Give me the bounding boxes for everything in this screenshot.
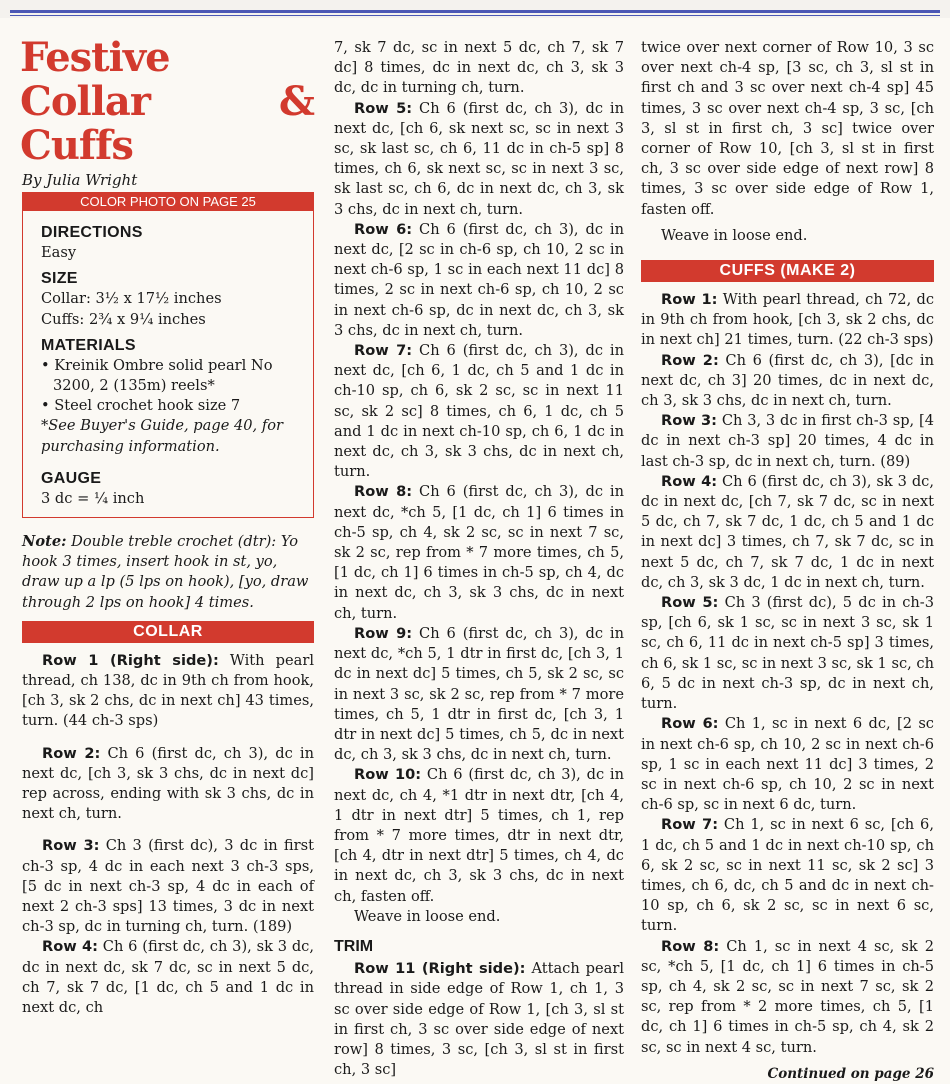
cuffs-row-4 (641, 472, 934, 593)
materials-hook: • Steel crochet hook size 7 (41, 397, 241, 415)
row-label: Row 8: (661, 937, 720, 955)
row-label: Row 7: (661, 816, 719, 834)
row-label: Row 2: (42, 744, 101, 762)
row-text: With pearl thread, ch 72, dc in 9th ch from hook, [ch 3, sk 2 chs, dc in next ch] 21 times, turn. (22 ch-3 sps) (641, 291, 934, 349)
collar-row-4 (22, 937, 314, 1018)
column-3 (641, 38, 934, 1084)
row-label: Row 5: (354, 99, 413, 117)
row-text: Ch 6 (first dc, ch 3), dc in next dc, [ch 6, sk next sc, sc in next 3 sc, sk last sc, ch 6, 11 dc in ch-5 sp] 8 times, ch 6, sk next sc, sc in next 3 sc, sk last sc, ch 6, dc in next dc, ch 3, sk 3 chs, dc in next ch, turn. (334, 99, 624, 218)
collar-row-7 (334, 341, 624, 482)
row-label: Row 10: (354, 766, 422, 784)
row-text: Ch 6 (first dc, ch 3), dc in next dc, [ch 6, 1 dc, ch 5 and 1 dc in ch-10 sp, ch 6, sk 2 sc, sc in next 11 sc, sk 2 sc] 8 times, ch 6, 1 dc, ch 5 and 1 dc in next ch-10 sp, ch 6, 1 dc in next dc, ch 3, sk 3 chs, dc in next ch, turn. (334, 342, 624, 481)
title-line-2: Collar & Cuffs (20, 78, 314, 169)
cuffs-row-3 (641, 411, 934, 472)
note (22, 532, 314, 613)
row-label: Row 4: (661, 472, 718, 490)
trim-heading: TRIM (334, 937, 374, 955)
row-label: Row 3: (661, 412, 717, 430)
collar-row-2 (22, 744, 314, 825)
cuffs-row-8 (641, 937, 934, 1058)
byline: By Julia Wright (22, 171, 138, 189)
row-text: Ch 6 (first dc, ch 3), dc in next dc, ch 4, *1 dtr in next dtr, [ch 4, 1 dtr in next dtr] 5 times, ch 1, rep from * 7 more times, dtr in next dtr, [ch 4, dtr in next dtr] 5 times, ch 4, dc in next dc, ch 3, sk 3 chs, dc in next ch, fasten off. (334, 766, 624, 905)
top-rule (10, 10, 940, 13)
cuffs-row-1 (641, 290, 934, 351)
row-label: Row 5: (661, 594, 719, 612)
collar-row-6 (334, 220, 624, 341)
gauge-value: 3 dc = ¼ inch (41, 489, 145, 507)
materials-thread: • Kreinik Ombre solid pearl No 3200, 2 (135m) reels* (41, 356, 273, 395)
top-rule-thin (10, 15, 940, 16)
collar-heading: COLLAR (22, 621, 314, 643)
title-line-1: Festive (20, 34, 170, 81)
row-label: Row 4: (42, 938, 98, 956)
row-text: Ch 1, sc in next 4 sc, sk 2 sc, *ch 5, [1 dc, ch 1] 6 times in ch-5 sp, ch 4, sk 2 sc, sc in next 7 sc, sk 2 sc, rep from * 2 more times, ch 5, [1 dc, ch 1] 6 times in ch-5 sp, ch 4, sk 2 sc, sc in next 4 sc, turn. (641, 937, 934, 1056)
collar-row-10 (334, 765, 624, 906)
row-label: Row 11 (Right side): (354, 960, 526, 978)
column-1 (22, 26, 314, 1018)
row-text: Attach pearl thread in side edge of Row 1, ch 1, 3 sc over side edge of Row 1, [ch 3, sl st in first ch, 3 sc over side edge of next row] 8 times, 3 sc, [ch 3, sl st in first ch, 3 sc] (334, 960, 625, 1079)
trim-row-11 (334, 959, 624, 1080)
collar-row-8 (334, 482, 624, 623)
collar-row-5 (334, 99, 624, 220)
collar-row-9 (334, 624, 624, 765)
row-label: Row 1 (Right side): (42, 651, 219, 669)
directions-value: Easy (41, 244, 77, 262)
row-label: Row 9: (354, 624, 413, 642)
cuffs-heading: CUFFS (MAKE 2) (641, 260, 934, 282)
info-box (22, 192, 314, 518)
collar-row-4-cont: 7, sk 7 dc, sc in next 5 dc, ch 7, sk 7 dc] 8 times, dc in next dc, ch 3, sk 3 dc, dc in turning ch, turn. (334, 39, 624, 97)
size-cuffs: Cuffs: 2¾ x 9¼ inches (41, 310, 206, 328)
note-label: Note: (22, 533, 67, 551)
continued-note: Continued on page 26 (767, 1065, 934, 1082)
weave-note: Weave in loose end. (354, 907, 501, 925)
row-text: Ch 1, sc in next 6 sc, [ch 6, 1 dc, ch 5 and 1 dc in next ch-10 sp, ch 6, sk 2 sc, sc in next 11 sc, sk 2 sc] 3 times, ch 6, dc, ch 5 and dc in next ch-10 sp, ch 6, sk 2 sc, sc in next 6 sc, turn. (641, 816, 934, 935)
cuffs-row-5 (641, 593, 934, 714)
size-heading: SIZE (41, 270, 78, 288)
row-text: With pearl thread, ch 138, dc in 9th ch from hook, [ch 3, sk 2 chs, dc in next ch] 43 times, turn. (44 ch-3 sps) (22, 651, 314, 730)
materials-note: *See Buyer's Guide, page 40, for purchasing information. (41, 417, 283, 455)
collar-row-1 (22, 651, 314, 732)
row-label: Row 6: (661, 715, 719, 733)
cuffs-row-7 (641, 815, 934, 936)
note-text: Double treble crochet (dtr): Yo hook 3 times, insert hook in st, yo, draw up a lp (5 lps on hook), [yo, draw through 2 lps on hook] 4 times. (22, 533, 309, 611)
gauge-heading: GAUGE (41, 469, 102, 487)
row-text: Ch 6 (first dc, ch 3), sk 3 dc, dc in next dc, sk 7 dc, sc in next 5 dc, ch 7, sk 7 dc, [1 dc, ch 5 and 1 dc in next dc, ch (22, 938, 314, 1017)
row-text: Ch 3, 3 dc in first ch-3 sp, [4 dc in next ch-3 sp] 20 times, 4 dc in last ch-3 sp, dc in next ch, turn. (89) (641, 412, 934, 470)
row-text: Ch 6 (first dc, ch 3), dc in next dc, *ch 5, 1 dtr in first dc, [ch 3, 1 dc in next dc] 5 times, ch 5, sk 2 sc, sc in next 3 sc, sk 2 sc, rep from * 7 more times, ch 5, 1 dtr in first dc, [ch 3, 1 dtr in next dc] 5 times, ch 5, dc in next dc, ch 3, sk 3 chs, dc in next ch, turn. (334, 624, 624, 764)
weave-note: Weave in loose end. (661, 226, 808, 244)
row-label: Row 2: (661, 351, 719, 369)
row-text: Ch 3 (first dc), 5 dc in ch-3 sp, [ch 6, sk 1 sc, sc in next 3 sc, sk 1 sc, ch 6, 11 dc in next ch-5 sp] 3 times, ch 6, sk 1 sc, sc in next 3 sc, sk 1 sc, ch 6, 5 dc in next ch-3 sp, dc in next ch, turn. (641, 594, 934, 713)
size-collar: Collar: 3½ x 17½ inches (41, 290, 222, 308)
materials-heading: MATERIALS (41, 336, 136, 354)
row-text: Ch 3 (first dc), 3 dc in first ch-3 sp, 4 dc in each next 3 ch-3 sps, [5 dc in next ch-3 sp, 4 dc in each of next 2 ch-3 sps] 13 times, 3 dc in next ch-3 sp, dc in turning ch, turn. (189) (22, 837, 314, 936)
row-text: Ch 6 (first dc, ch 3), [dc in next dc, ch 3] 20 times, dc in next dc, ch 3, sk 3 chs, dc in next ch, turn. (641, 351, 934, 410)
row-label: Row 6: (354, 220, 413, 238)
row-label: Row 7: (354, 342, 413, 360)
trim-row-11-cont: twice over next corner of Row 10, 3 sc over next ch-4 sp, [3 sc, ch 3, sl st in first ch and 3 sc over next ch-4 sp] 45 times, 3 sc over next ch-4 sp, 3 sc, [ch 3, sl st in first ch, 3 sc] twice over corner of Row 10, [ch 3, sl st in first ch, 3 sc over side edge of next row] 8 times, 3 sc over side edge of Row 1, fasten off. (641, 39, 934, 218)
row-label: Row 1: (661, 291, 718, 309)
row-text: Ch 6 (first dc, ch 3), sk 3 dc, dc in next dc, [ch 7, sk 7 dc, sc in next 5 dc, ch 7, sk 7 dc, 1 dc, ch 5 and 1 dc in next dc] 3 times, ch 7, sk 7 dc, sc in next 5 dc, ch 7, sk 7 dc, 1 dc in next dc, ch 3, sk 3 dc, 1 dc in next ch, turn. (641, 472, 934, 591)
row-text: Ch 6 (first dc, ch 3), dc in next dc, *ch 5, [1 dc, ch 1] 6 times in ch-5 sp, ch 4, sk 2 sc, sc in next 7 sc, sk 2 sc, rep from * 7 more times, ch 5, [1 dc, ch 1] 6 times in ch-5 sp, ch 4, dc in next dc, ch 3, sk 3 chs, dc in next ch, turn. (334, 483, 624, 622)
row-label: Row 8: (354, 483, 413, 501)
cuffs-row-6 (641, 714, 934, 815)
color-photo-banner: COLOR PHOTO ON PAGE 25 (23, 193, 313, 211)
directions-heading: DIRECTIONS (41, 224, 143, 242)
column-2 (334, 38, 624, 1080)
row-text: Ch 1, sc in next 6 dc, [2 sc in next ch-6 sp, ch 10, 2 sc in next ch-6 sp, 1 sc in each next 11 dc] 3 times, 2 sc in next ch-6 sp, ch 10, 2 sc in next ch-6 sp, sc in next 6 dc, turn. (641, 715, 934, 814)
collar-row-3 (22, 836, 314, 937)
row-text: Ch 6 (first dc, ch 3), dc in next dc, [2 sc in ch-6 sp, ch 10, 2 sc in next ch-6 sp, 1 sc in each next 11 dc] 8 times, 2 sc in next ch-6 sp, ch 10, 2 sc in next ch-6 sp, dc in next dc, ch 3, sk 3 chs, dc in next ch, turn. (334, 220, 624, 339)
row-text: Ch 6 (first dc, ch 3), dc in next dc, [ch 3, sk 3 chs, dc in next dc] rep across, ending with sk 3 chs, dc in next ch, turn. (22, 744, 314, 823)
row-label: Row 3: (42, 837, 100, 855)
cuffs-row-2 (641, 351, 934, 412)
